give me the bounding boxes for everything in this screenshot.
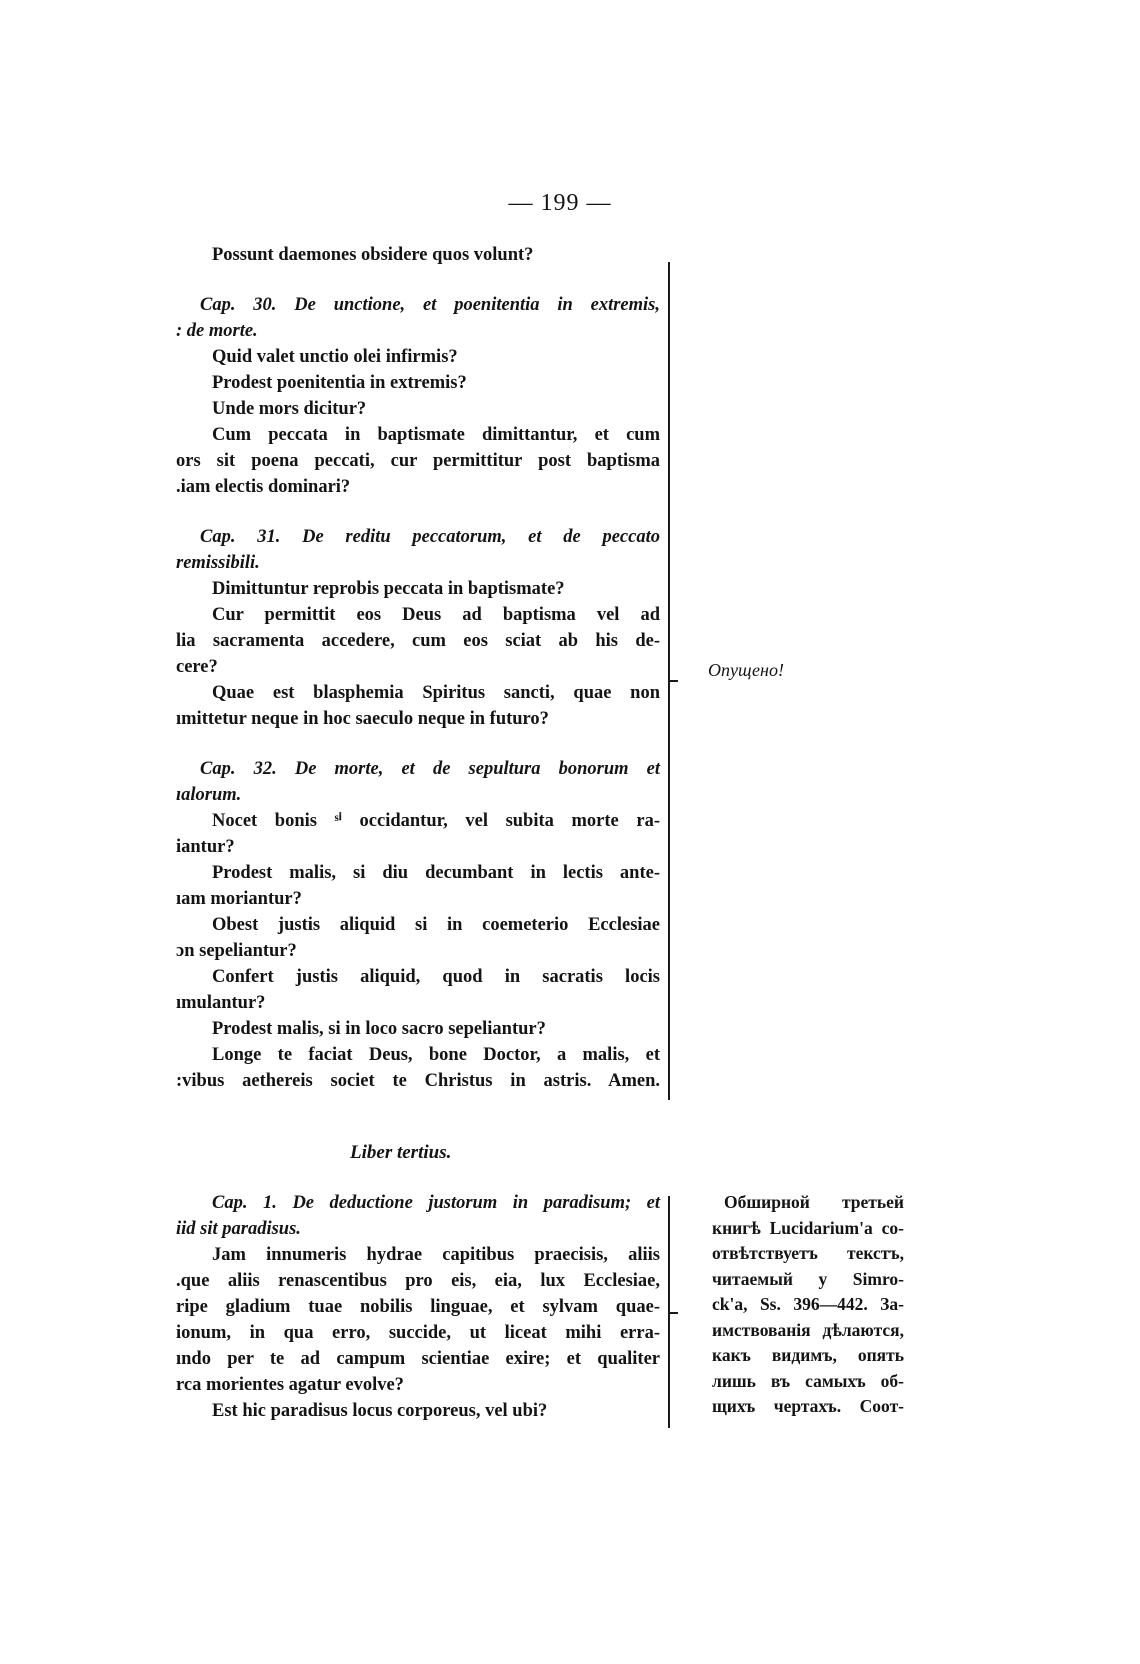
brace-tip: [670, 680, 678, 682]
chapter-title-text: De deductione justorum in paradisum; et: [292, 1193, 661, 1213]
chapter-tag: Cap. 30.: [200, 295, 277, 315]
chapter-title-b3-1: [176, 1190, 660, 1216]
note-line: ck'a, Ss. 396—442. За-: [712, 1294, 904, 1314]
text-line: Cur permittit eos Deus ad baptisma vel ad: [212, 605, 660, 625]
chapter-title-continuation: remissibili.: [176, 553, 260, 573]
note-line: какъ видимъ, опять: [712, 1345, 904, 1365]
text-line: Prodest malis, si diu decumbant in lectis ante-: [212, 863, 660, 883]
note-line: отвѣтствуетъ текстъ,: [712, 1243, 904, 1263]
chapter-title-32: [176, 756, 660, 782]
chapter-title-text: De unctione, et poenitentia in extremis,: [294, 295, 660, 315]
note-line: Обширной третьей: [724, 1192, 904, 1212]
text-line: Est hic paradisus locus corporeus, vel ubi?: [212, 1401, 548, 1421]
chapter-title-continuation: ıalorum.: [176, 785, 242, 805]
text-line: rca morientes agatur evolve?: [176, 1375, 404, 1395]
main-text-column: [176, 242, 660, 1094]
text-line: Quae est blasphemia Spiritus sancti, quae non: [212, 683, 660, 703]
text-line: ors sit poena peccati, cur permittitur post baptisma: [176, 451, 660, 471]
chapter-title-continuation: : de morte.: [176, 321, 258, 341]
note-line: имствованія дѣлаются,: [712, 1319, 904, 1340]
text-line: Quid valet unctio olei infirmis?: [212, 347, 458, 367]
note-line: щихъ чертахъ. Соот-: [712, 1396, 904, 1416]
text-line: :vibus aethereis societ te Christus in astris. Amen.: [176, 1071, 660, 1091]
text-line: Prodest malis, si in loco sacro sepeliantur?: [212, 1019, 546, 1039]
chapter-title-text: De reditu peccatorum, et de peccato: [302, 527, 660, 547]
chapter-tag: Cap. 32.: [200, 759, 277, 779]
text-line: Obest justis aliquid si in coemeterio Ecclesiae: [212, 915, 660, 935]
text-line: Unde mors dicitur?: [212, 399, 367, 419]
text-line: ındo per te ad campum scientiae exire; et qualiter: [176, 1349, 660, 1369]
liber-heading: Liber tertius.: [350, 1142, 452, 1163]
text-line: ripe gladium tuae nobilis linguae, et sylvam quae-: [176, 1297, 660, 1317]
chapter-title-31: [176, 524, 660, 550]
note-line: книгѣ Lucidarium'а со-: [712, 1217, 904, 1238]
text-line: ımulantur?: [176, 993, 266, 1013]
text-line: ionum, in qua erro, succide, ut liceat mihi erra-: [176, 1323, 660, 1343]
chapter-tag: Cap. 1.: [212, 1193, 277, 1213]
note-line: лишь въ самыхъ об-: [712, 1370, 904, 1391]
text-line: ımittetur neque in hoc saeculo neque in futuro?: [176, 709, 549, 729]
chapter-title-continuation: iid sit paradisus.: [176, 1219, 301, 1239]
text-line: Prodest poenitentia in extremis?: [212, 373, 467, 393]
text-line: .iam electis dominari?: [176, 477, 351, 497]
note-line: читаемый у Simro-: [712, 1268, 904, 1289]
chapter-tag: Cap. 31.: [200, 527, 281, 547]
text-line: .que aliis renascentibus pro eis, eia, lux Ecclesiae,: [176, 1271, 660, 1291]
text-line: Possunt daemones obsidere quos volunt?: [212, 245, 534, 265]
text-line: lia sacramenta accedere, cum eos sciat ab his de-: [176, 631, 660, 651]
text-line: Confert justis aliquid, quod in sacratis locis: [212, 967, 660, 987]
chapter-title-30: [176, 292, 660, 318]
margin-note-omitted: Опущено!: [708, 660, 784, 680]
text-line: Jam innumeris hydrae capitibus praecisis, aliis: [212, 1245, 660, 1265]
text-line: Dimittuntur reprobis peccata in baptismate?: [212, 579, 565, 599]
chapter-title-text: De morte, et de sepultura bonorum et: [294, 759, 661, 779]
text-line: Nocet bonis ˢⁱ occidantur, vel subita morte ra-: [212, 811, 660, 831]
page-number: — 199 —: [508, 190, 612, 216]
text-line: Longe te faciat Deus, bone Doctor, a malis, et: [212, 1045, 660, 1065]
text-line: Cum peccata in baptismate dimittantur, et cum: [212, 425, 660, 445]
text-line: cere?: [176, 657, 218, 677]
brace-tip: [670, 1312, 678, 1314]
text-line: ıam moriantur?: [176, 889, 302, 909]
text-line: iantur?: [176, 837, 235, 857]
russian-commentary: [712, 1190, 904, 1420]
book3-text-column: [176, 1190, 660, 1424]
text-line: ɔn sepeliantur?: [176, 941, 297, 961]
